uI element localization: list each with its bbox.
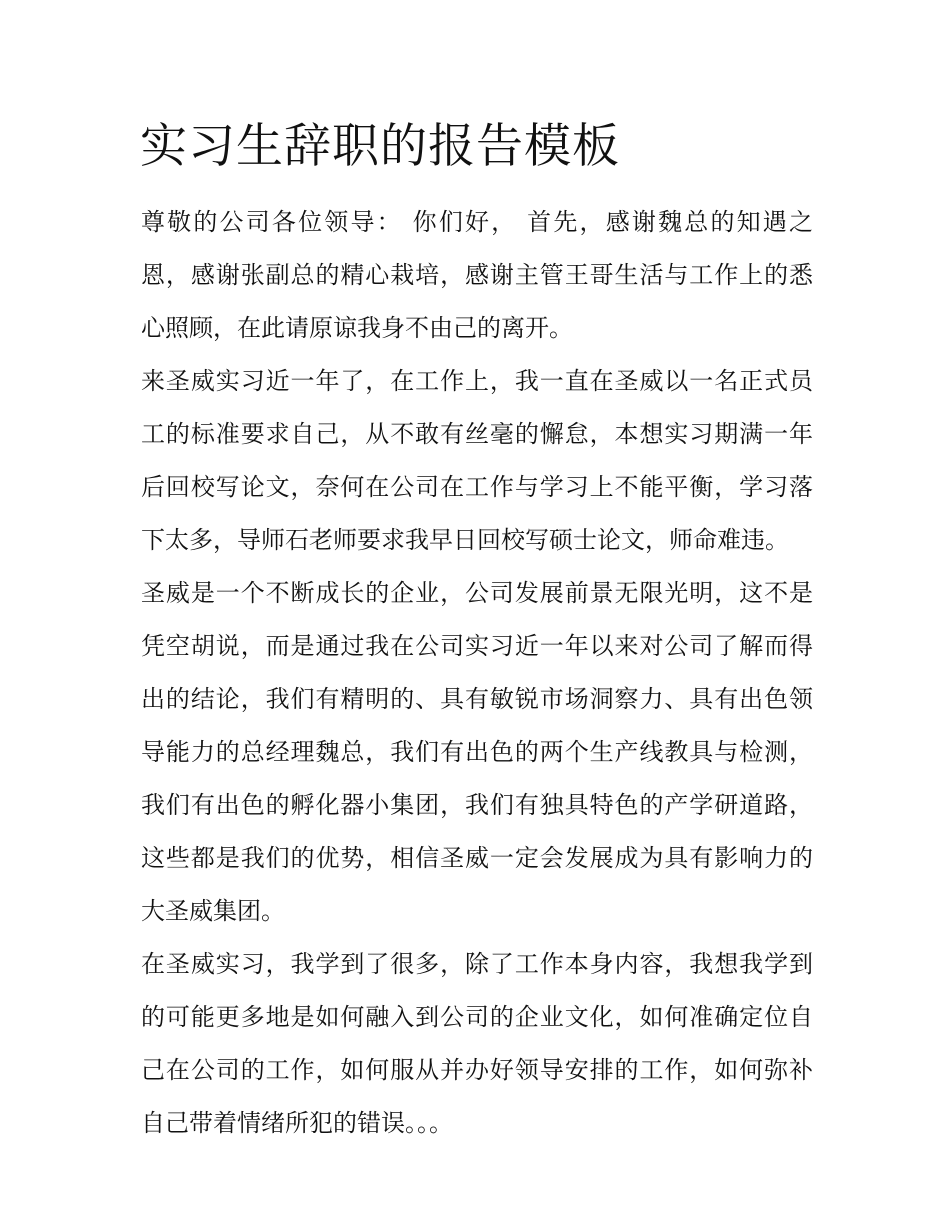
body-line: 出的结论，我们有精明的、具有敏锐市场洞察力、具有出色领	[141, 685, 813, 713]
body-line: 我们有出色的孵化器小集团，我们有独具特色的产学研道路，	[141, 791, 813, 819]
body-line: 下太多，导师石老师要求我早日回校写硕士论文，师命难违。	[141, 526, 789, 554]
body-line: 己在公司的工作，如何服从并办好领导安排的工作，如何弥补	[141, 1056, 813, 1084]
document-body	[141, 196, 813, 1150]
body-line: 导能力的总经理魏总，我们有出色的两个生产线教具与检测，	[141, 738, 813, 766]
body-line: 自己带着情绪所犯的错误。。。	[141, 1109, 453, 1137]
body-line: 在圣威实习，我学到了很多，除了工作本身内容，我想我学到	[141, 950, 813, 978]
document-title: 实习生辞职的报告模板	[140, 119, 620, 174]
body-line: 恩，感谢张副总的精心栽培，感谢主管王哥生活与工作上的悉	[141, 261, 813, 289]
body-line: 圣威是一个不断成长的企业，公司发展前景无限光明，这不是	[141, 579, 813, 607]
body-line: 凭空胡说，而是通过我在公司实习近一年以来对公司了解而得	[141, 632, 813, 660]
body-line: 尊敬的公司各位领导： 你们好， 首先，感谢魏总的知遇之	[141, 208, 813, 236]
body-line: 大圣威集团。	[141, 897, 285, 925]
body-line: 心照顾，在此请原谅我身不由己的离开。	[141, 314, 573, 342]
body-line: 来圣威实习近一年了，在工作上，我一直在圣威以一名正式员	[141, 367, 813, 395]
body-line: 工的标准要求自己，从不敢有丝毫的懈怠，本想实习期满一年	[141, 420, 813, 448]
body-line: 这些都是我们的优势，相信圣威一定会发展成为具有影响力的	[141, 844, 813, 872]
body-line: 后回校写论文，奈何在公司在工作与学习上不能平衡，学习落	[141, 473, 813, 501]
body-line: 的可能更多地是如何融入到公司的企业文化，如何准确定位自	[141, 1003, 813, 1031]
